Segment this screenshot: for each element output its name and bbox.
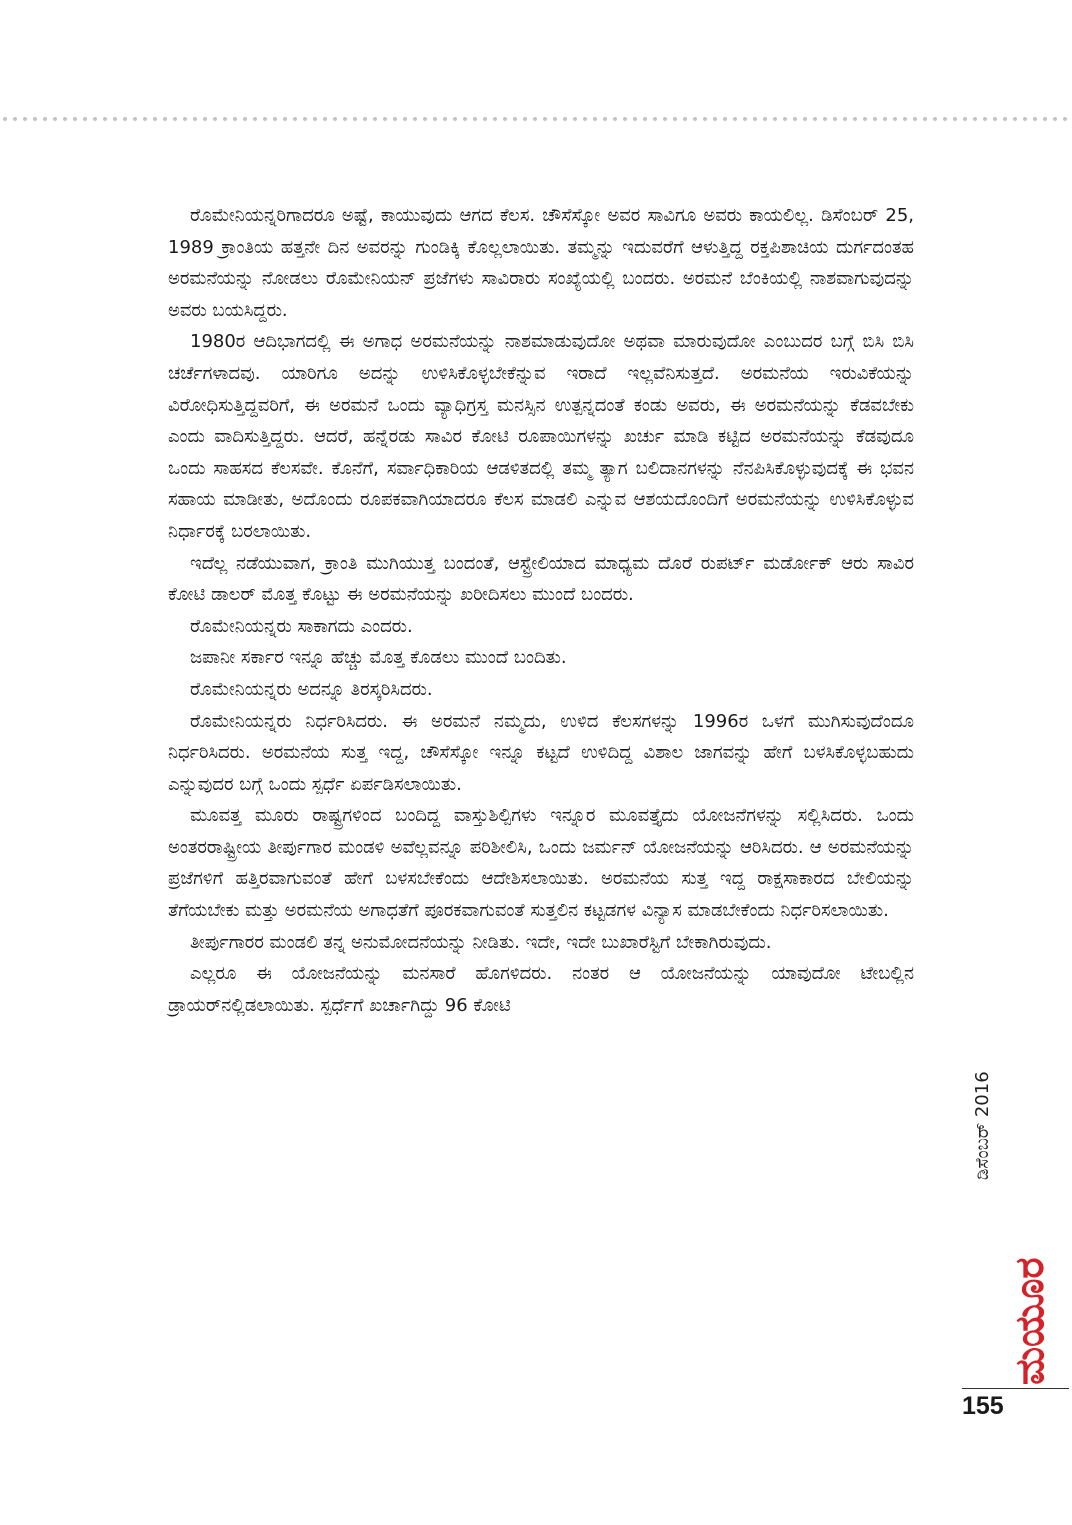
article-body bbox=[168, 200, 914, 1021]
paragraph-8: ಮೂವತ್ತ ಮೂರು ರಾಷ್ಟ್ರಗಳಿಂದ ಬಂದಿದ್ದ ವಾಸ್ತುಶಿಲ್ಪಿಗಳು ಇನ್ನೂರ ಮೂವತ್ತೈದು ಯೋಜನೆಗಳನ್ನು ಸಲ್ಲಿಸಿದರು. ಒಂದು ಅಂತರರಾಷ್ಟ್ರೀಯ ತೀರ್ಪುಗಾರ ಮಂಡಳಿ ಅವೆಲ್ಲವನ್ನೂ ಪರಿಶೀಲಿಸಿ, ಒಂದು ಜರ್ಮನ್ ಯೋಜನೆಯನ್ನು ಆರಿಸಿದರು. ಆ ಅರಮನೆಯನ್ನು ಪ್ರಜೆಗಳಿಗೆ ಹತ್ತಿರವಾಗುವಂತೆ ಹೇಗೆ ಬಳಸಬೇಕೆಂದು ಆದೇಶಿಸಲಾಯಿತು. ಅರಮನೆಯ ಸುತ್ತ ಇದ್ದ ರಾಕ್ಷಸಾಕಾರದ ಬೇಲಿಯನ್ನು ತೆಗೆಯಬೇಕು ಮತ್ತು ಅರಮನೆಯ ಅಗಾಧತೆಗೆ ಪೂರಕವಾಗುವಂತೆ ಸುತ್ತಲಿನ ಕಟ್ಟಡಗಳ ವಿನ್ಯಾಸ ಮಾಡಬೇಕೆಂದು ನಿರ್ಧರಿಸಲಾಯಿತು. bbox=[168, 805, 914, 922]
paragraph-5: ಜಪಾನೀ ಸರ್ಕಾರ ಇನ್ನೂ ಹೆಚ್ಚು ಮೊತ್ತ ಕೊಡಲು ಮುಂದೆ ಬಂದಿತು. bbox=[190, 647, 567, 669]
dotted-header-rule bbox=[0, 116, 1072, 122]
paragraph-6: ರೊಮೇನಿಯನ್ನರು ಅದನ್ನೂ ತಿರಸ್ಕರಿಸಿದರು. bbox=[190, 678, 433, 700]
paragraph-10: ಎಲ್ಲರೂ ಈ ಯೋಜನೆಯನ್ನು ಮನಸಾರೆ ಹೊಗಳಿದರು. ನಂತರ ಆ ಯೋಜನೆಯನ್ನು ಯಾವುದೋ ಟೇಬಲ್ಲಿನ ಡ್ರಾಯರ್‌ನಲ್ಲಿಡಲಾಯಿತು. ಸ್ಪರ್ಧೆಗೆ ಖರ್ಚಾಗಿದ್ದು 96 ಕೋಟಿ bbox=[168, 963, 914, 1016]
paragraph-7: ರೊಮೇನಿಯನ್ನರು ನಿರ್ಧರಿಸಿದರು. ಈ ಅರಮನೆ ನಮ್ಮದು, ಉಳಿದ ಕೆಲಸಗಳನ್ನು 1996ರ ಒಳಗೆ ಮುಗಿಸುವುದೆಂದೂ ನಿರ್ಧರಿಸಿದರು. ಅರಮನೆಯ ಸುತ್ತ ಇದ್ದ, ಚೌಸೆಸ್ಕೋ ಇನ್ನೂ ಕಟ್ಟದೆ ಉಳಿದಿದ್ದ ವಿಶಾಲ ಜಾಗವನ್ನು ಹೇಗೆ ಬಳಸಿಕೊಳ್ಳಬಹುದು ಎನ್ನುವುದರ ಬಗ್ಗೆ ಒಂದು ಸ್ಪರ್ಧೆ ಏರ್ಪಡಿಸಲಾಯಿತು. bbox=[168, 710, 914, 795]
paragraph-2: 1980ರ ಆದಿಭಾಗದಲ್ಲಿ ಈ ಅಗಾಧ ಅರಮನೆಯನ್ನು ನಾಶಮಾಡುವುದೋ ಅಥವಾ ಮಾರುವುದೋ ಎಂಬುದರ ಬಗ್ಗೆ ಬಿಸಿ ಬಿಸಿ ಚರ್ಚೆಗಳಾದವು. ಯಾರಿಗೂ ಅದನ್ನು ಉಳಿಸಿಕೊಳ್ಳಬೇಕೆನ್ನುವ ಇರಾದೆ ಇಲ್ಲವೆನಿಸುತ್ತದೆ. ಅರಮನೆಯ ಇರುವಿಕೆಯನ್ನು ವಿರೋಧಿಸುತ್ತಿದ್ದವರಿಗೆ, ಈ ಅರಮನೆ ಒಂದು ವ್ಯಾಧಿಗ್ರಸ್ತ ಮನಸ್ಸಿನ ಉತ್ಪನ್ನದಂತೆ ಕಂಡು ಅವರು, ಈ ಅರಮನೆಯನ್ನು ಕೆಡವಬೇಕು ಎಂದು ವಾದಿಸುತ್ತಿದ್ದರು. ಆದರೆ, ಹನ್ನೆರಡು ಸಾವಿರ ಕೋಟಿ ರೂಪಾಯಿಗಳನ್ನು ಖರ್ಚು ಮಾಡಿ ಕಟ್ಟಿದ ಅರಮನೆಯನ್ನು ಕೆಡವುದೂ ಒಂದು ಸಾಹಸದ ಕೆಲಸವೇ. ಕೊನೆಗೆ, ಸರ್ವಾಧಿಕಾರಿಯ ಆಡಳಿತದಲ್ಲಿ ತಮ್ಮ ತ್ಯಾಗ ಬಲಿದಾನಗಳನ್ನು ನೆನಪಿಸಿಕೊಳ್ಳುವುದಕ್ಕೆ ಈ ಭವನ ಸಹಾಯ ಮಾಡೀತು, ಅದೊಂದು ರೂಪಕವಾಗಿಯಾದರೂ ಕೆಲಸ ಮಾಡಲಿ ಎನ್ನುವ ಆಶಯದೊಂದಿಗೆ ಅರಮನೆಯನ್ನು ಉಳಿಸಿಕೊಳ್ಳುವ ನಿರ್ಧಾರಕ್ಕೆ ಬರಲಾಯಿತು. bbox=[168, 331, 914, 542]
paragraph-3: ಇದೆಲ್ಲ ನಡೆಯುವಾಗ, ಕ್ರಾಂತಿ ಮುಗಿಯುತ್ತ ಬಂದಂತೆ, ಆಸ್ಟ್ರೇಲಿಯಾದ ಮಾಧ್ಯಮ ದೊರೆ ರುಪರ್ಟ್ ಮರ್ಡೋಕ್ ಆರು ಸಾವಿರ ಕೋಟಿ ಡಾಲರ್ ಮೊತ್ತ ಕೊಟ್ಟು ಈ ಅರಮನೆಯನ್ನು ಖರೀದಿಸಲು ಮುಂದೆ ಬಂದರು. bbox=[168, 552, 914, 606]
paragraph-4: ರೊಮೇನಿಯನ್ನರು ಸಾಕಾಗದು ಎಂದರು. bbox=[190, 615, 413, 637]
paragraph-1: ರೊಮೇನಿಯನ್ನರಿಗಾದರೂ ಅಷ್ಟೆ, ಕಾಯುವುದು ಆಗದ ಕೆಲಸ. ಚೌಸೆಸ್ಕೋ ಅವರ ಸಾವಿಗೂ ಅವರು ಕಾಯಲಿಲ್ಲ. ಡಿಸೆಂಬರ್ 25, 1989 ಕ್ರಾಂತಿಯ ಹತ್ತನೇ ದಿನ ಅವರನ್ನು ಗುಂಡಿಕ್ಕಿ ಕೊಲ್ಲಲಾಯಿತು. ತಮ್ಮನ್ನು ಇದುವರೆಗೆ ಆಳುತ್ತಿದ್ದ ರಕ್ತಪಿಶಾಚಿಯ ದುರ್ಗದಂತಹ ಅರಮನೆಯನ್ನು ನೋಡಲು ರೊಮೇನಿಯನ್ ಪ್ರಜೆಗಳು ಸಾವಿರಾರು ಸಂಖ್ಯೆಯಲ್ಲಿ ಬಂದರು. ಅರಮನೆ ಬೆಂಕಿಯಲ್ಲಿ ನಾಶವಾಗುವುದನ್ನು ಅವರು ಬಯಸಿದ್ದರು. bbox=[168, 205, 914, 321]
magazine-logo: ಮಯೂರ bbox=[1007, 1257, 1053, 1385]
folio-rule bbox=[962, 1388, 1069, 1389]
paragraph-9: ತೀರ್ಪುಗಾರರ ಮಂಡಲಿ ತನ್ನ ಅನುಮೋದನೆಯನ್ನು ನೀಡಿತು. ಇದೇ, ಇದೇ ಬುಖಾರೆಸ್ಟಿಗೆ ಬೇಕಾಗಿರುವುದು. bbox=[190, 931, 772, 953]
issue-date: ಡಿಸೆಂಬರ್ 2016 bbox=[972, 1071, 993, 1180]
page-number: 155 bbox=[962, 1392, 1004, 1420]
